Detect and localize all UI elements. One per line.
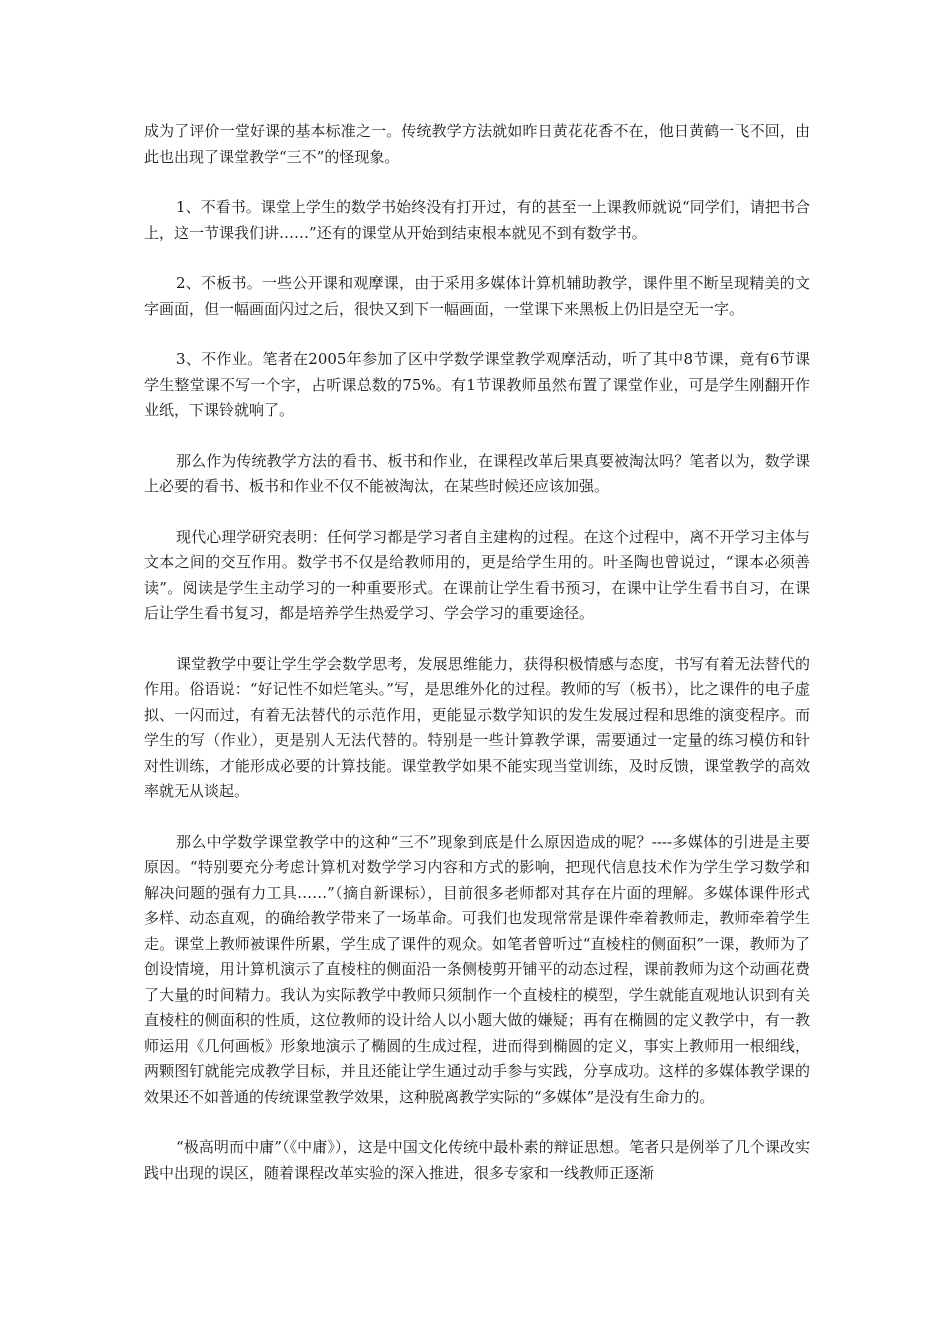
paragraph-writing: 课堂教学中要让学生学会数学思考，发展思维能力，获得积极情感与态度，书写有着无法替代的作用。俗语说：“好记性不如烂笔头。”写，是思维外化的过程。教师的写（板书），比之课件的电子虚拟、一闪而过，有着无法替代的示范作用，更能显示数学知识的发生发展过程和思维的演变程序。而学生的写（作业），更是别人无法代替的。特别是一些计算教学课，需要通过一定量的练习模仿和针对性训练，才能形成必要的计算技能。课堂教学如果不能实现当堂训练，及时反馈，课堂教学的高效率就无从谈起。 xyxy=(144,654,810,800)
paragraph-no-board-writing: 2、不板书。一些公开课和观摩课，由于采用多媒体计算机辅助教学，课件里不断呈现精美的文字画面，但一幅画面闪过之后，很快又到下一幅画面，一堂课下来黑板上仍旧是空无一字。 xyxy=(144,274,810,318)
paragraph-psychology: 现代心理学研究表明：任何学习都是学习者自主建构的过程。在这个过程中，离不开学习主体与文本之间的交互作用。数学书不仅是给教师用的，更是给学生用的。叶圣陶也曾说过，“课本必须善读”。阅读是学生主动学习的一种重要形式。在课前让学生看书预习，在课中让学生看书自习，在课后让学生看书复习，都是培养学生热爱学习、学会学习的重要途径。 xyxy=(144,527,810,622)
paragraph-no-reading: 1、不看书。课堂上学生的数学书始终没有打开过，有的甚至一上课教师就说“同学们，请把书合上，这一节课我们讲……”还有的课堂从开始到结束根本就见不到有数学书。 xyxy=(144,198,810,242)
paragraph-zhongyong: “极高明而中庸”（《中庸》），这是中国文化传统中最朴素的辩证思想。笔者只是例举了几个课改实践中出现的误区，随着课程改革实验的深入推进，很多专家和一线教师正逐渐 xyxy=(144,1138,810,1182)
paragraph-intro: 成为了评价一堂好课的基本标准之一。传统教学方法就如昨日黄花花香不在，他日黄鹤一飞不回，由此也出现了课堂教学“三不”的怪现象。 xyxy=(144,122,810,166)
paragraph-multimedia: 那么中学数学课堂教学中的这种“三不”现象到底是什么原因造成的呢？----多媒体的引进是主要原因。“特别要充分考虑计算机对数学学习内容和方式的影响，把现代信息技术作为学生学习数学和解决问题的强有力工具……”（摘自新课标），目前很多老师都对其存在片面的理解。多媒体课件形式多样、动态直观，的确给教学带来了一场革命。可我们也发现常常是课件牵着教师走，教师牵着学生走。课堂上教师被课件所累，学生成了课件的观众。如笔者曾听过“直棱柱的侧面积”一课，教师为了创设情境，用计算机演示了直棱柱的侧面沿一条侧棱剪开铺平的动态过程，课前教师为这个动画花费了大量的时间精力。我认为实际教学中教师只须制作一个直棱柱的模型，学生就能直观地认识到有关直棱柱的侧面积的性质，这位教师的设计给人以小题大做的嫌疑；再有在椭圆的定义教学中，有一教师运用《几何画板》形象地演示了椭圆的生成过程，进而得到椭圆的定义，事实上教师用一根细线，两颗图钉就能完成教学目标，并且还能让学生通过动手参与实践，分享成功。这样的多媒体教学课的效果还不如普通的传统课堂教学效果，这种脱离教学实际的“多媒体”是没有生命力的。 xyxy=(144,832,810,1106)
document-body xyxy=(144,119,810,1211)
paragraph-question: 那么作为传统教学方法的看书、板书和作业，在课程改革后果真要被淘汰吗？笔者以为，数学课上必要的看书、板书和作业不仅不能被淘汰，在某些时候还应该加强。 xyxy=(144,451,810,495)
paragraph-no-homework: 3、不作业。笔者在2005年参加了区中学数学课堂教学观摩活动，听了其中8节课，竟有6节课学生整堂课不写一个字，占听课总数的75%。有1节课教师虽然布置了课堂作业，可是学生刚翻开作业纸，下课铃就响了。 xyxy=(144,350,810,419)
